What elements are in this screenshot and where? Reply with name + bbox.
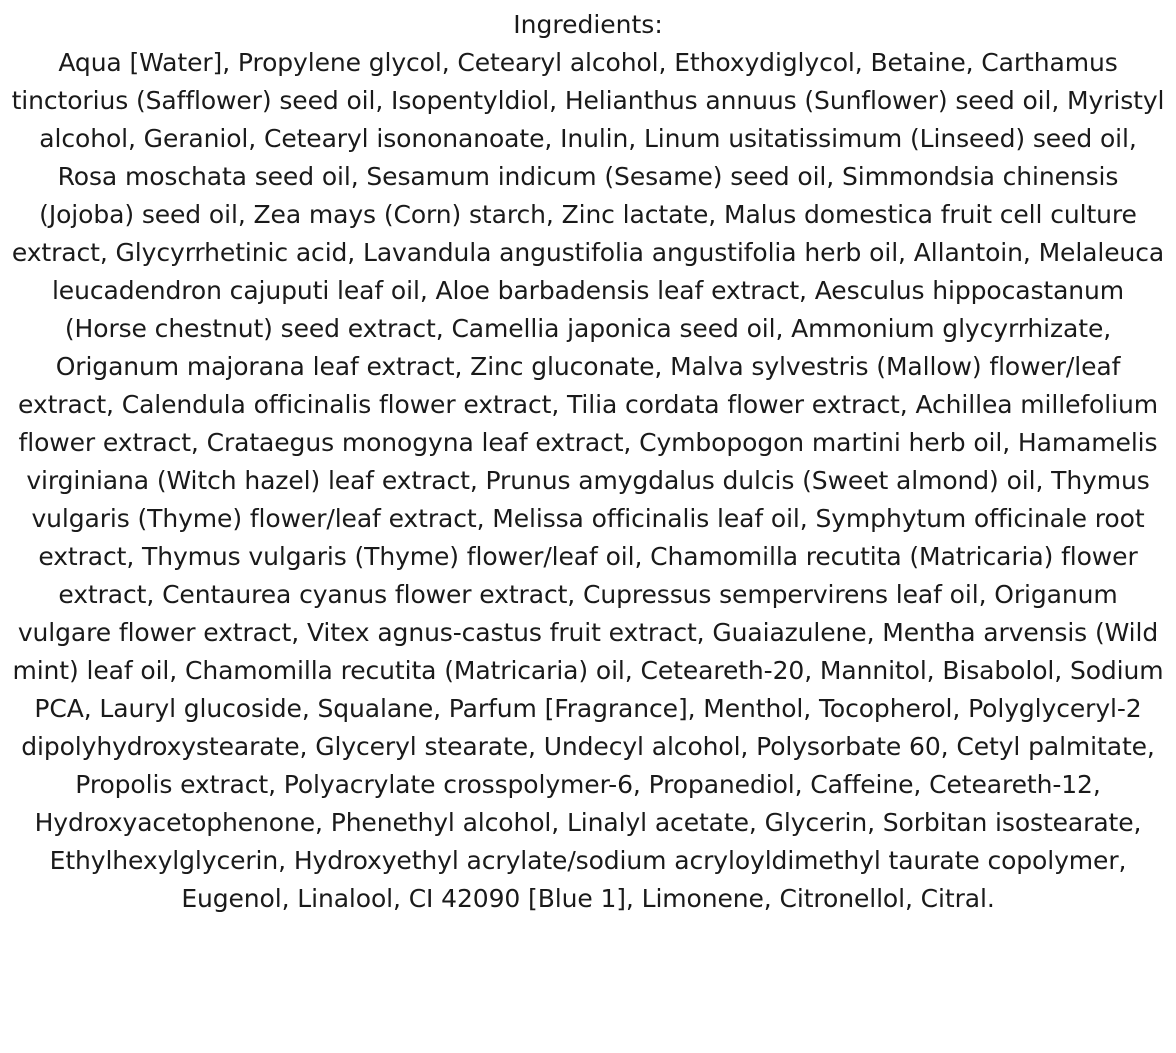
ingredients-list-text: Aqua [Water], Propylene glycol, Cetearyl alcohol, Ethoxydiglycol, Betaine, Carthamus tinctorius (Safflower) seed oil, Isopentyldiol, Helianthus annuus (Sunflower) seed oil, Myristyl alcohol, Geraniol, Cetearyl isononanoate, Inulin, Linum usitatissimum (Linseed) seed oil, Rosa moschata seed oil, Sesamum indicum (Sesame) seed oil, Simmondsia chinensis (Jojoba) seed oil, Zea mays (Corn) starch, Zinc lactate, Malus domestica fruit cell culture extract, Glycyrrhetinic acid, Lavandula angustifolia angustifolia herb oil, Allantoin, Melaleuca leucadendron cajuputi leaf oil, Aloe barbadensis leaf extract, Aesculus hippocastanum (Horse chestnut) seed extract, Camellia japonica seed oil, Ammonium glycyrrhizate, Origanum majorana leaf extract, Zinc gluconate, Malva sylvestris (Mallow) flower/leaf extract, Calendula officinalis flower extract, Tilia cordata flower extract, Achillea millefolium flower extract, Crataegus monogyna leaf extract, Cymbopogon martini herb oil, Hamamelis virginiana (Witch hazel) leaf extract, Prunus amygdalus dulcis (Sweet almond) oil, Thymus vulgaris (Thyme) flower/leaf extract, Melissa officinalis leaf oil, Symphytum officinale root extract, Thymus vulgaris (Thyme) flower/leaf oil, Chamomilla recutita (Matricaria) flower extract, Centaurea cyanus flower extract, Cupressus sempervirens leaf oil, Origanum vulgare flower extract, Vitex agnus-castus fruit extract, Guaiazulene, Mentha arvensis (Wild mint) leaf oil, Chamomilla recutita (Matricaria) oil, Ceteareth-20, Mannitol, Bisabolol, Sodium PCA, Lauryl glucoside, Squalane, Parfum [Fragrance], Menthol, Tocopherol, Polyglyceryl-2 dipolyhydroxystearate, Glyceryl stearate, Undecyl alcohol, Polysorbate 60, Cetyl palmitate, Propolis extract, Polyacrylate crosspolymer-6, Propanediol, Caffeine, Ceteareth-12, Hydroxyacetophenone, Phenethyl alcohol, Linalyl acetate, Glycerin, Sorbitan isostearate, Ethylhexylglycerin, Hydroxyethyl acrylate/sodium acryloyldimethyl taurate copolymer, Eugenol, Linalool, CI 42090 [Blue 1], Limonene, Citronellol, Citral. — [11, 48, 1165, 913]
ingredients-heading: Ingredients: — [513, 10, 663, 39]
